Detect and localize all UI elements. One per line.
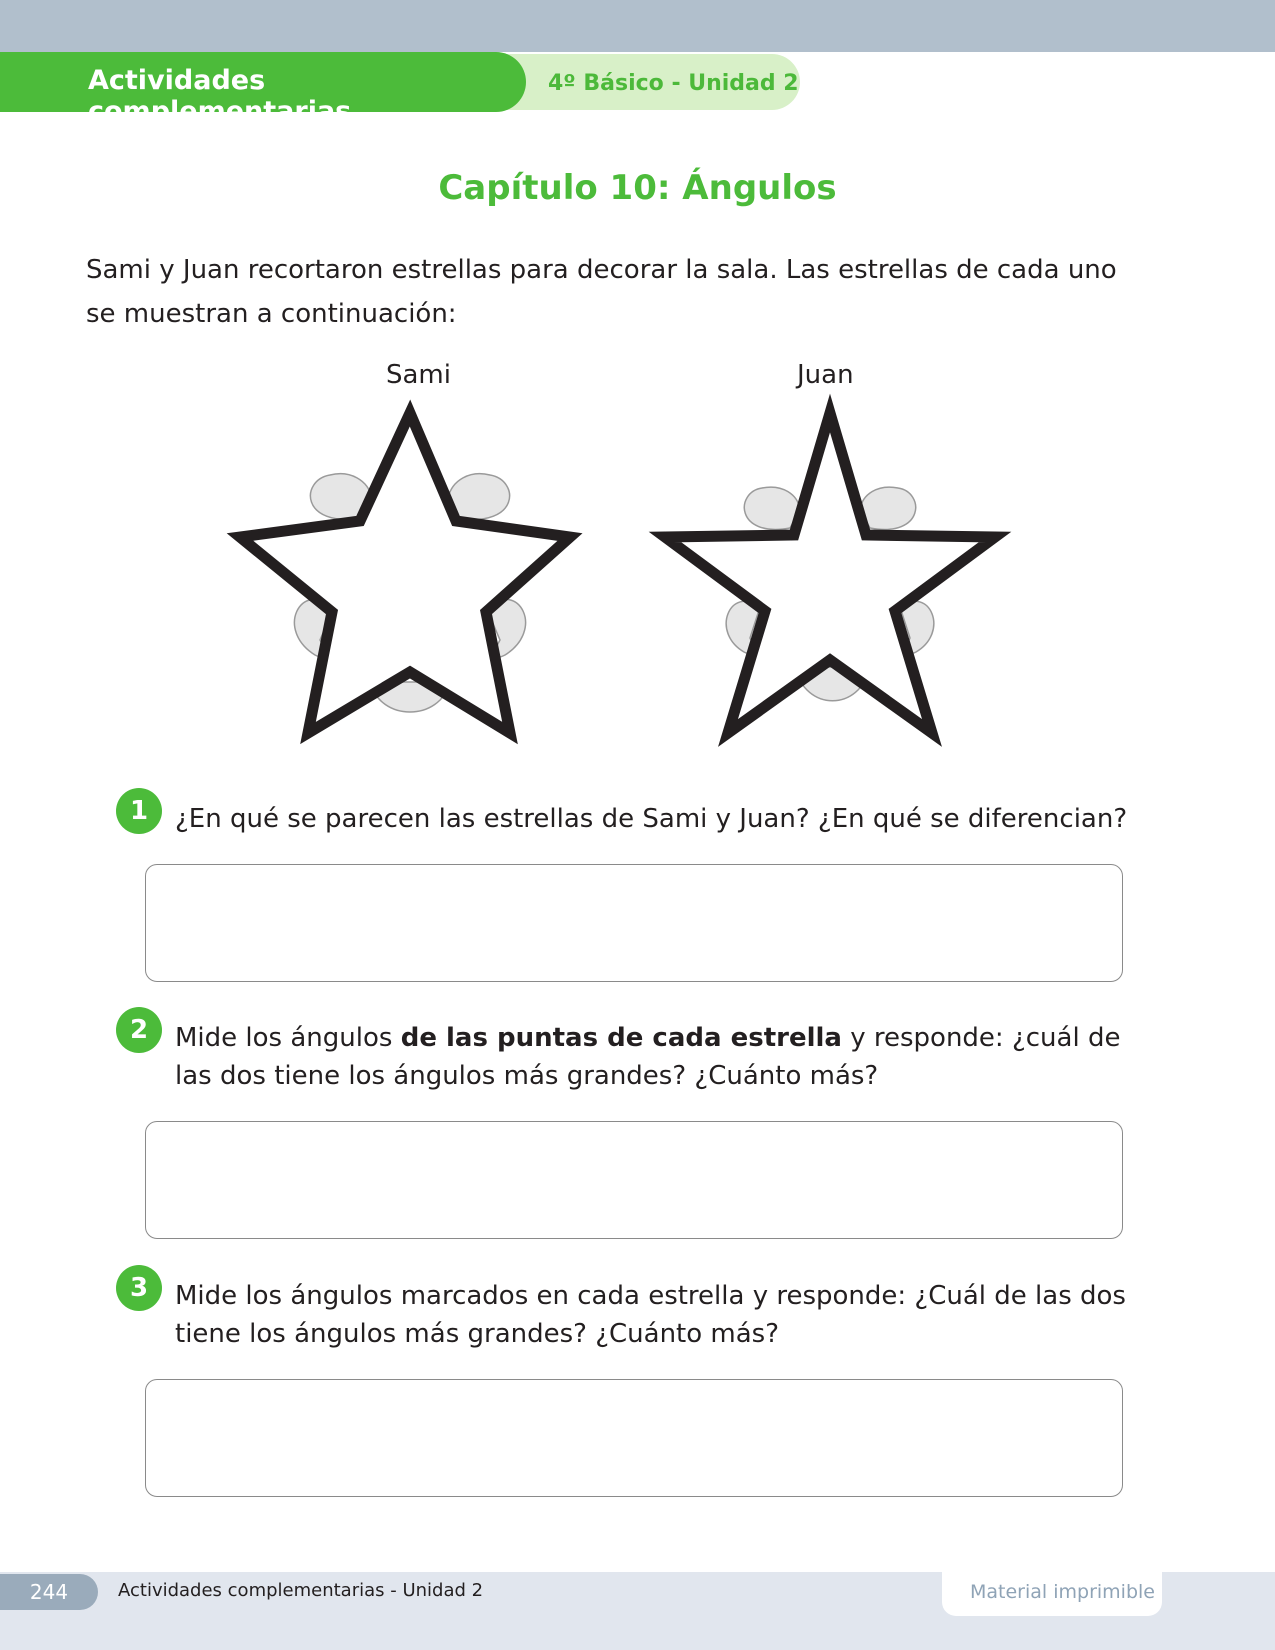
intro-text: Sami y Juan recortaron estrellas para decorar la sala. Las estrellas de cada uno se muestran a continuación: bbox=[86, 255, 1117, 329]
question-1-text: ¿En qué se parecen las estrellas de Sami y Juan? ¿En qué se diferencian? bbox=[175, 804, 1128, 834]
printable-material-tab bbox=[942, 1572, 1162, 1616]
printable-material-label: Material imprimible bbox=[970, 1581, 1155, 1603]
grade-unit-label: 4º Básico - Unidad 2 bbox=[548, 71, 799, 96]
stars-figure bbox=[0, 0, 1275, 760]
question-2-text-end: y responde: ¿cuál de las dos tiene los ángulos más grandes? ¿Cuánto más? bbox=[175, 1023, 1121, 1091]
answer-box-3[interactable] bbox=[145, 1379, 1123, 1497]
answer-box-1[interactable] bbox=[145, 864, 1123, 982]
page-number: 244 bbox=[0, 1574, 98, 1610]
question-2-text bbox=[175, 1019, 1135, 1095]
question-3-text: Mide los ángulos marcados en cada estrella y responde: ¿Cuál de las dos tiene los ángulos más grandes? ¿Cuánto más? bbox=[175, 1281, 1126, 1349]
juan-angle-mark-upper-left bbox=[744, 487, 800, 529]
sami-label: Sami bbox=[386, 360, 451, 390]
answer-box-2[interactable] bbox=[145, 1121, 1123, 1239]
question-1-number: 1 bbox=[116, 788, 162, 834]
chapter-title: Capítulo 10: Ángulos bbox=[438, 168, 837, 208]
juan-angle-mark-upper-right bbox=[860, 487, 916, 529]
footer-text: Actividades complementarias - Unidad 2 bbox=[118, 1580, 484, 1601]
section-title: Actividades complementarias bbox=[88, 65, 352, 127]
question-3-number: 3 bbox=[116, 1265, 162, 1311]
question-2-text-emphasis: de las puntas de cada estrella bbox=[400, 1023, 842, 1053]
question-2-number: 2 bbox=[116, 1007, 162, 1053]
juan-label: Juan bbox=[797, 360, 854, 390]
question-2-text-start: Mide los ángulos bbox=[175, 1023, 401, 1053]
